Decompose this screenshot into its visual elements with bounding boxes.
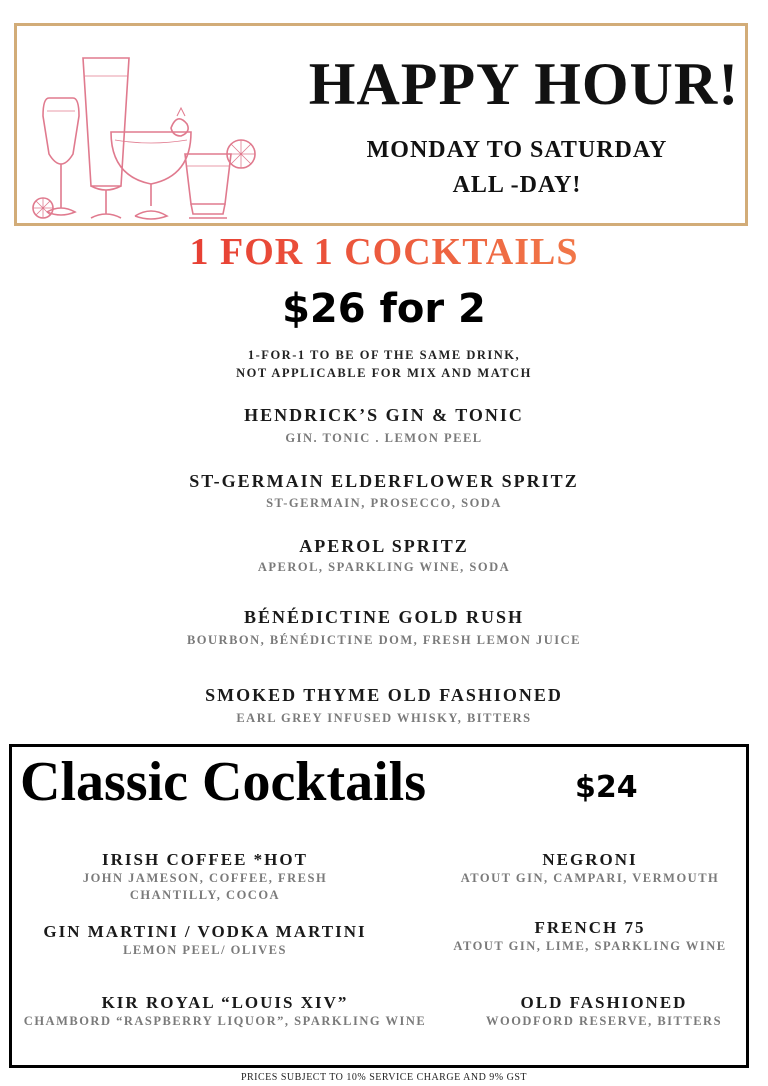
happy-hour-title: HAPPY HOUR! [308,51,740,117]
days-line: MONDAY TO SATURDAY [366,137,668,163]
header-box [14,23,748,226]
classic-item-name: GIN MARTINI / VODKA MARTINI [43,922,367,941]
drink-name: SMOKED THYME OLD FASHIONED [205,685,563,705]
classic-item [10,993,440,1030]
classic-item [440,918,740,955]
drink-desc: BOURBON, BÉNÉDICTINE DOM, FRESH LEMON JUICE [186,633,582,647]
classic-item [440,850,740,887]
promo-price: $26 for 2 [282,286,486,332]
classic-item-name: IRISH COFFEE *HOT [102,850,308,869]
classic-item-desc: ATOUT GIN, LIME, SPARKLING WINE [453,939,727,953]
classic-item-desc: ATOUT GIN, CAMPARI, VERMOUTH [460,871,720,885]
drink-name: BÉNÉDICTINE GOLD RUSH [243,607,525,627]
promo-title: 1 FOR 1 COCKTAILS [0,230,768,274]
classic-item-name: FRENCH 75 [534,918,646,937]
drink-name: APEROL SPRITZ [299,536,469,556]
drink-desc: ST-GERMAIN, PROSECCO, SODA [266,496,502,510]
classic-item-name: NEGRONI [542,850,638,869]
drink-desc: EARL GREY INFUSED WHISKY, BITTERS [236,711,532,725]
drink-desc: GIN. TONIC . LEMON PEEL [285,431,483,445]
classic-title: Classic Cocktails [20,751,426,813]
classic-item [10,922,400,959]
classic-item-desc: JOHN JAMESON, COFFEE, FRESH [82,871,328,885]
drink-name: ST-GERMAIN ELDERFLOWER SPRITZ [189,471,579,491]
promo-note-line-1: 1-FOR-1 TO BE OF THE SAME DRINK, [247,348,521,362]
classic-item-name: KIR ROYAL “LOUIS XIV” [101,993,349,1012]
classic-item-desc: LEMON PEEL/ OLIVES [123,943,287,957]
classic-price: $24 [575,770,638,805]
cocktail-glasses-illustration [21,36,271,226]
classic-item [10,850,400,904]
promo-note-line-2: NOT APPLICABLE FOR MIX AND MATCH [236,366,532,380]
drink-name: HENDRICK’S GIN & TONIC [244,405,524,425]
time-line: ALL -DAY! [452,172,582,198]
footer-note: PRICES SUBJECT TO 10% SERVICE CHARGE AND 9% GST [240,1072,528,1083]
classic-item-desc: WOODFORD RESERVE, BITTERS [485,1014,723,1028]
classic-item [454,993,754,1030]
classic-item-desc: CHANTILLY, COCOA [129,888,281,902]
classic-item-desc: CHAMBORD “RASPBERRY LIQUOR”, SPARKLING WINE [23,1014,427,1028]
drink-desc: APEROL, SPARKLING WINE, SODA [257,560,511,574]
classic-item-name: OLD FASHIONED [520,993,688,1012]
